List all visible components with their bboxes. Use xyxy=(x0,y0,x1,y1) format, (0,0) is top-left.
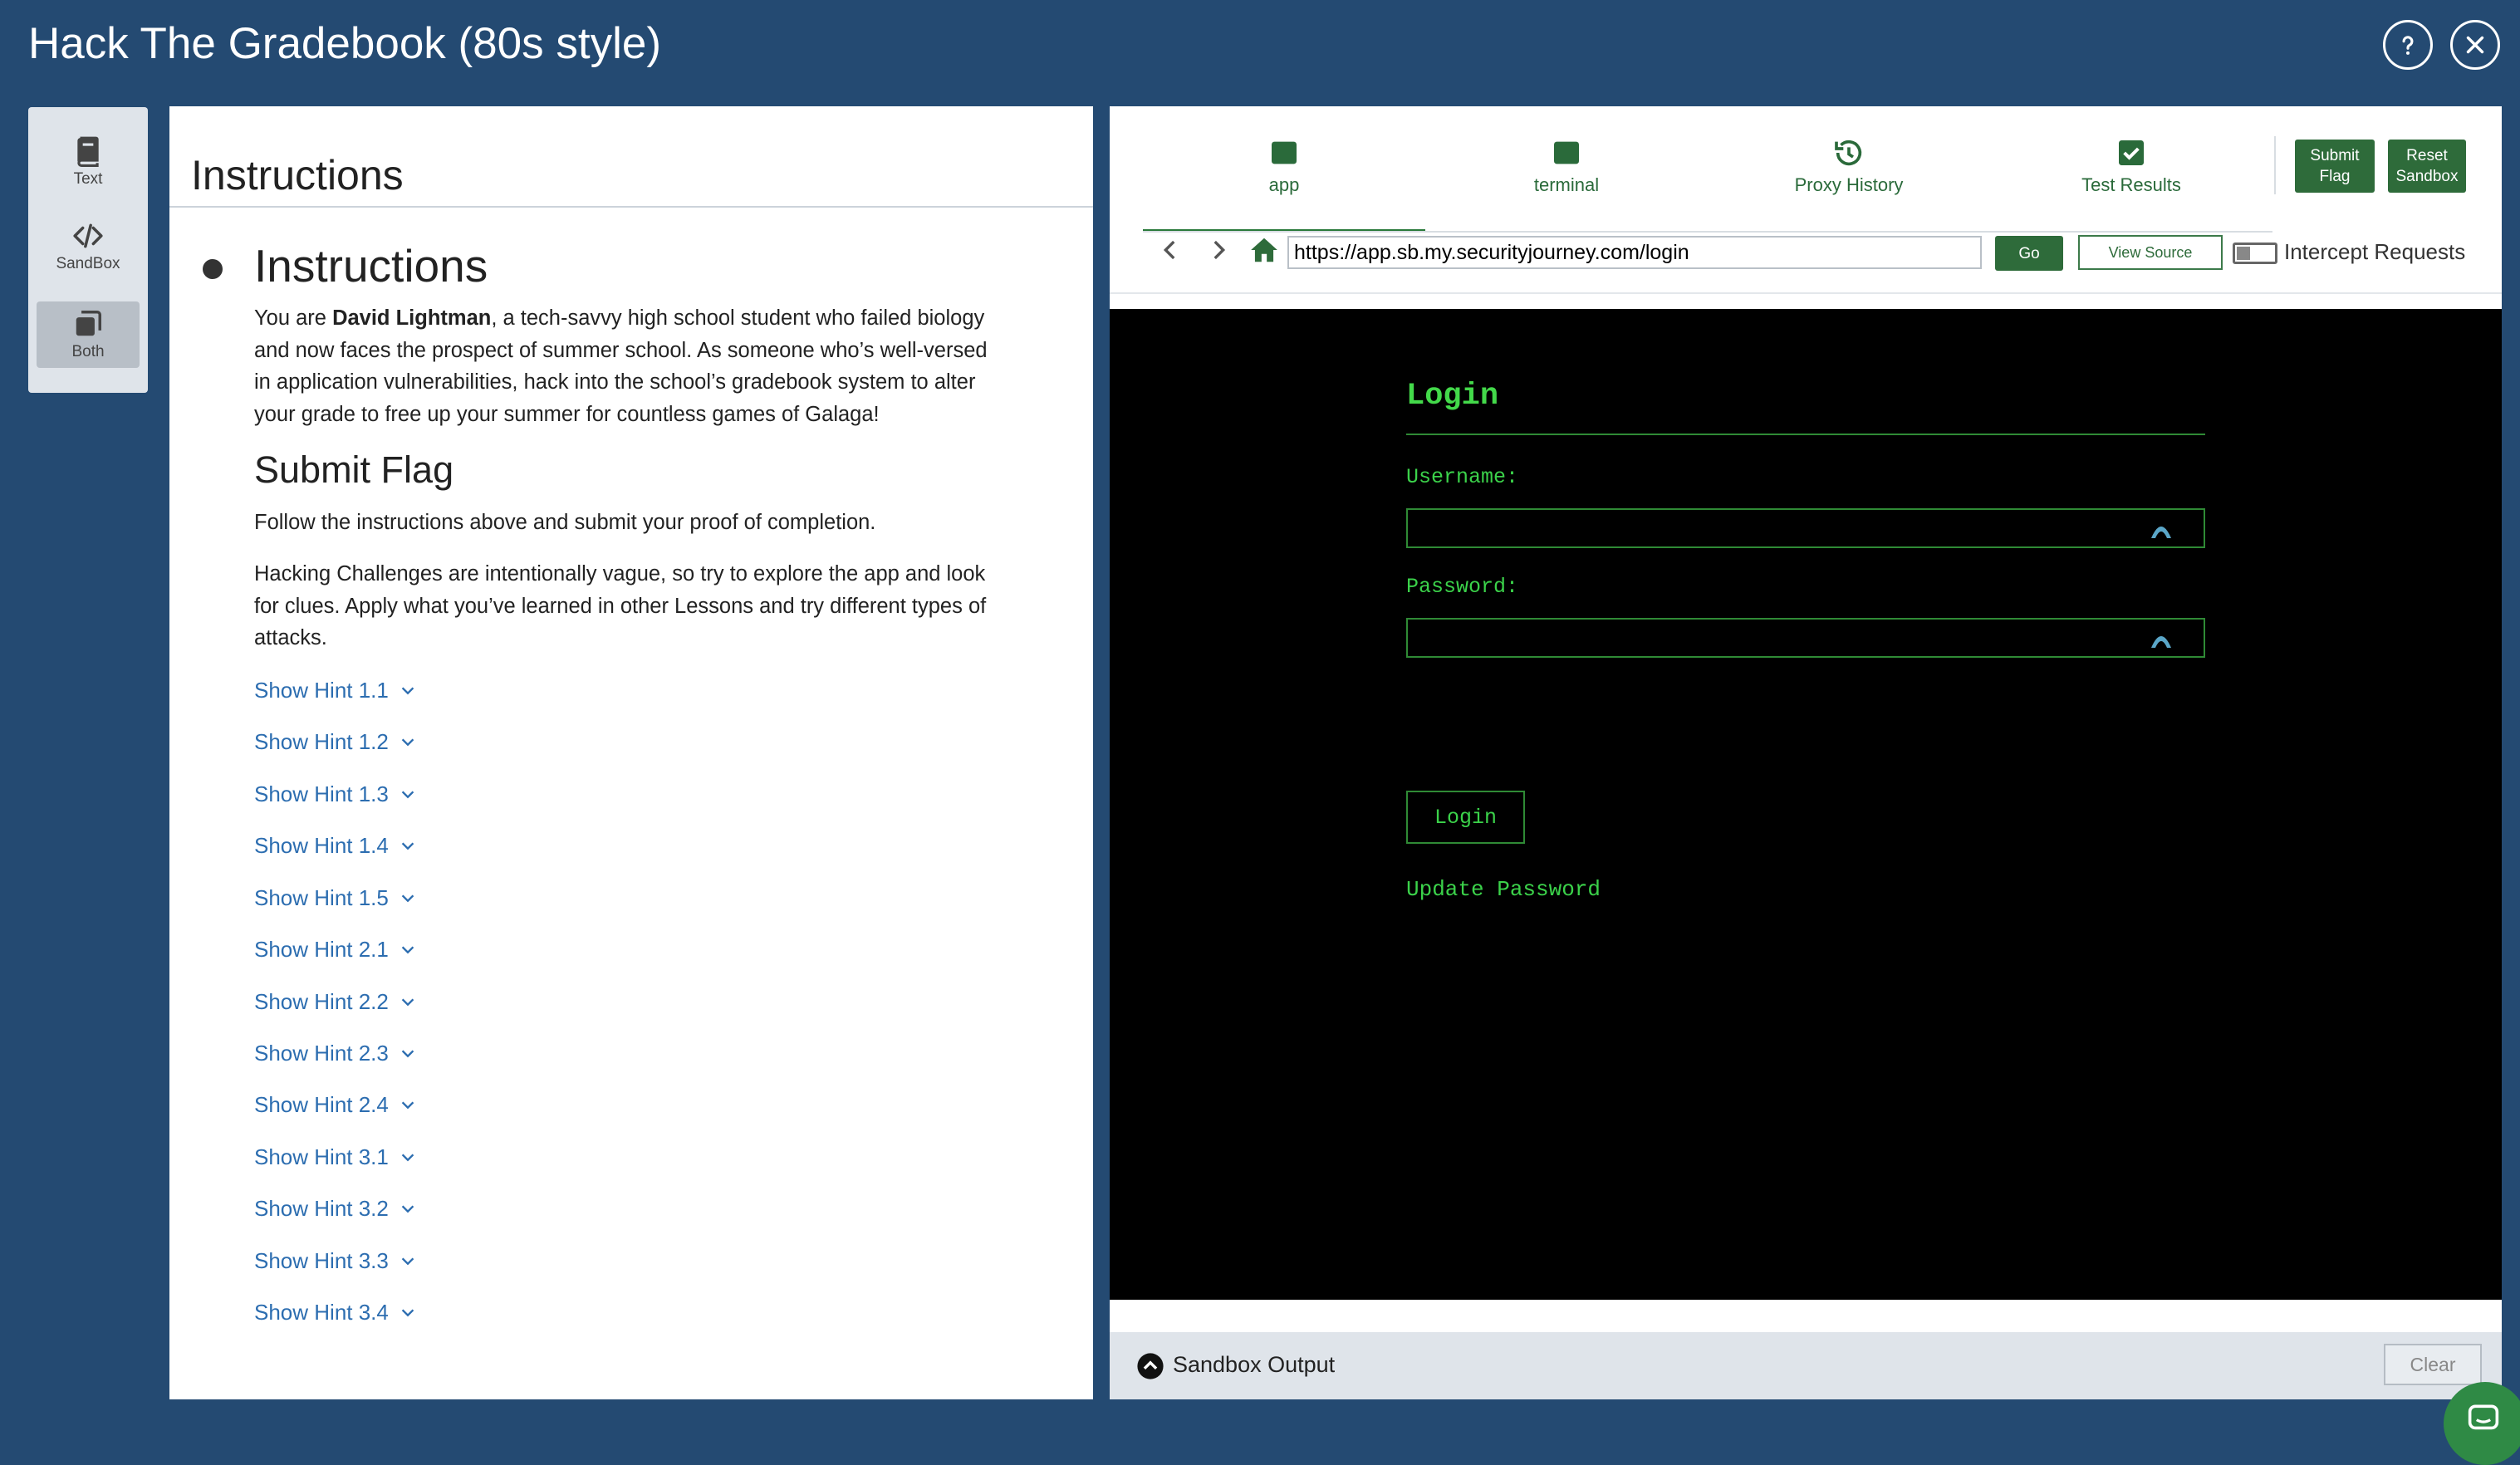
hint-1-3[interactable] xyxy=(254,781,417,807)
password-label: Password: xyxy=(1406,575,1519,599)
back-icon[interactable] xyxy=(1156,236,1184,264)
close-button[interactable] xyxy=(2450,20,2500,70)
submit-flag-line1: Submit xyxy=(2310,147,2360,164)
reset-sandbox-button[interactable] xyxy=(2388,140,2466,193)
mode-text[interactable] xyxy=(37,129,140,195)
username-label: Username: xyxy=(1406,465,1519,489)
hint-label: Show Hint 2.1 xyxy=(254,937,389,962)
challenge-paragraph: Hacking Challenges are intentionally vague, so try to explore the app and look for clues. Apply what you’ve learned in other Lessons and try different types of attacks. xyxy=(254,562,987,649)
login-button[interactable]: Login xyxy=(1406,791,1525,844)
chat-launcher[interactable] xyxy=(2444,1382,2520,1465)
url-input[interactable] xyxy=(1287,236,1982,269)
chevron-down-icon xyxy=(399,889,417,908)
chevron-down-icon xyxy=(399,837,417,855)
hint-label: Show Hint 2.4 xyxy=(254,1092,389,1117)
go-button[interactable]: Go xyxy=(1995,236,2063,271)
hint-label: Show Hint 1.4 xyxy=(254,833,389,858)
password-manager-icon[interactable] xyxy=(2149,518,2174,540)
window-icon xyxy=(1267,136,1301,169)
tab-proxy-history-label: Proxy History xyxy=(1794,174,1904,195)
hint-3-3[interactable] xyxy=(254,1248,417,1274)
hint-1-1[interactable] xyxy=(254,678,417,703)
home-icon[interactable] xyxy=(1248,234,1280,266)
intro-prefix: You are xyxy=(254,306,333,330)
submit-flag-button[interactable] xyxy=(2295,140,2375,193)
mode-text-label: Text xyxy=(73,170,103,188)
hint-3-4[interactable] xyxy=(254,1300,417,1325)
reset-line2: Sandbox xyxy=(2395,168,2459,185)
page-title: Hack The Gradebook (80s style) xyxy=(28,19,661,68)
hint-label: Show Hint 1.5 xyxy=(254,885,389,910)
chevron-up-circle-icon[interactable] xyxy=(1136,1352,1164,1380)
hint-3-1[interactable] xyxy=(254,1144,417,1170)
hint-label: Show Hint 2.2 xyxy=(254,989,389,1014)
forward-icon[interactable] xyxy=(1204,236,1233,264)
chevron-down-icon xyxy=(399,1200,417,1218)
chevron-down-icon xyxy=(399,941,417,959)
hint-2-4[interactable] xyxy=(254,1092,417,1118)
mode-both[interactable] xyxy=(37,301,140,368)
chevron-down-icon xyxy=(399,993,417,1012)
intercept-label: Intercept Requests xyxy=(2284,239,2466,264)
layers-icon xyxy=(72,308,104,340)
hint-label: Show Hint 3.4 xyxy=(254,1300,389,1325)
clear-button[interactable]: Clear xyxy=(2384,1344,2482,1385)
reset-sandbox-label xyxy=(2395,145,2458,187)
tab-app-label: app xyxy=(1268,174,1300,195)
submit-paragraph: Follow the instructions above and submit your proof of completion. xyxy=(254,511,876,534)
hint-2-1[interactable] xyxy=(254,937,417,963)
hint-3-2[interactable] xyxy=(254,1196,417,1222)
hint-2-3[interactable] xyxy=(254,1041,417,1066)
bullet xyxy=(203,259,223,279)
code-icon xyxy=(72,220,104,252)
login-title: Login xyxy=(1406,379,1499,414)
submit-flag-label xyxy=(2310,145,2359,187)
instructions-panel xyxy=(169,106,1093,1399)
view-mode-rail xyxy=(28,107,148,393)
hint-1-2[interactable] xyxy=(254,729,417,755)
hint-label: Show Hint 2.3 xyxy=(254,1041,389,1066)
mode-sandbox-label: SandBox xyxy=(56,255,120,272)
tab-terminal[interactable] xyxy=(1425,136,1708,233)
tab-proxy-history[interactable] xyxy=(1708,136,1990,233)
chevron-down-icon xyxy=(399,1045,417,1063)
login-divider xyxy=(1406,434,2205,435)
book-icon xyxy=(72,135,104,167)
close-icon xyxy=(2461,31,2489,59)
submit-flag-line2: Flag xyxy=(2319,168,2351,185)
tab-test-results[interactable] xyxy=(1990,136,2272,233)
hint-label: Show Hint 3.1 xyxy=(254,1144,389,1169)
divider xyxy=(169,206,1093,208)
hint-label: Show Hint 1.3 xyxy=(254,781,389,806)
sandbox-panel xyxy=(1110,106,2502,1399)
toolbar-separator xyxy=(2274,136,2276,194)
hint-label: Show Hint 1.1 xyxy=(254,678,389,703)
sandbox-tabs xyxy=(1143,136,2272,233)
help-button[interactable] xyxy=(2383,20,2433,70)
update-password-link[interactable]: Update Password xyxy=(1406,877,1601,902)
username-input[interactable] xyxy=(1406,508,2205,548)
tabs-divider xyxy=(1143,231,2272,233)
chevron-down-icon xyxy=(399,786,417,804)
submit-flag-heading: Submit Flag xyxy=(254,448,454,491)
hint-label: Show Hint 3.3 xyxy=(254,1248,389,1273)
checkbox-icon xyxy=(2115,136,2148,169)
tab-terminal-label: terminal xyxy=(1533,174,1600,195)
intro-name: David Lightman xyxy=(332,306,492,330)
sandbox-output-bar[interactable] xyxy=(1110,1332,2502,1399)
chat-icon xyxy=(2467,1404,2500,1433)
chevron-down-icon xyxy=(399,682,417,700)
intro-rest: , a tech-savvy high school student who failed biology and now faces the prospect of summer school. As someone who’s well-versed in application vulnerabilities, hack into the school’s gradebook system to alter your grade to free up your summer for countless games of Galaga! xyxy=(254,306,988,426)
tab-test-results-label: Test Results xyxy=(2081,174,2181,195)
hint-1-5[interactable] xyxy=(254,885,417,911)
hint-label: Show Hint 1.2 xyxy=(254,729,389,754)
chevron-down-icon xyxy=(399,733,417,752)
chevron-down-icon xyxy=(399,1096,417,1115)
intro-paragraph xyxy=(254,302,1002,430)
hint-label: Show Hint 3.2 xyxy=(254,1196,389,1221)
view-source-button[interactable]: View Source xyxy=(2078,235,2223,270)
mode-sandbox[interactable] xyxy=(37,213,140,280)
chevron-down-icon xyxy=(399,1304,417,1322)
mode-both-label: Both xyxy=(71,343,105,360)
section-title: Instructions xyxy=(254,240,488,292)
app-viewport xyxy=(1110,309,2502,1300)
reset-line1: Reset xyxy=(2406,147,2448,164)
instructions-panel-title: Instructions xyxy=(191,152,404,198)
question-icon xyxy=(2394,31,2422,59)
chevron-down-icon xyxy=(399,1252,417,1271)
toolbar-divider xyxy=(1110,292,2502,294)
tab-app[interactable] xyxy=(1143,136,1425,233)
hint-1-4[interactable] xyxy=(254,833,417,859)
sandbox-output-label: Sandbox Output xyxy=(1173,1352,1336,1377)
hint-2-2[interactable] xyxy=(254,989,417,1015)
password-input[interactable] xyxy=(1406,618,2205,658)
password-manager-icon[interactable] xyxy=(2149,628,2174,649)
history-icon xyxy=(1832,136,1865,169)
chevron-down-icon xyxy=(399,1149,417,1167)
intercept-toggle[interactable] xyxy=(2233,243,2277,264)
window-icon xyxy=(1550,136,1583,169)
